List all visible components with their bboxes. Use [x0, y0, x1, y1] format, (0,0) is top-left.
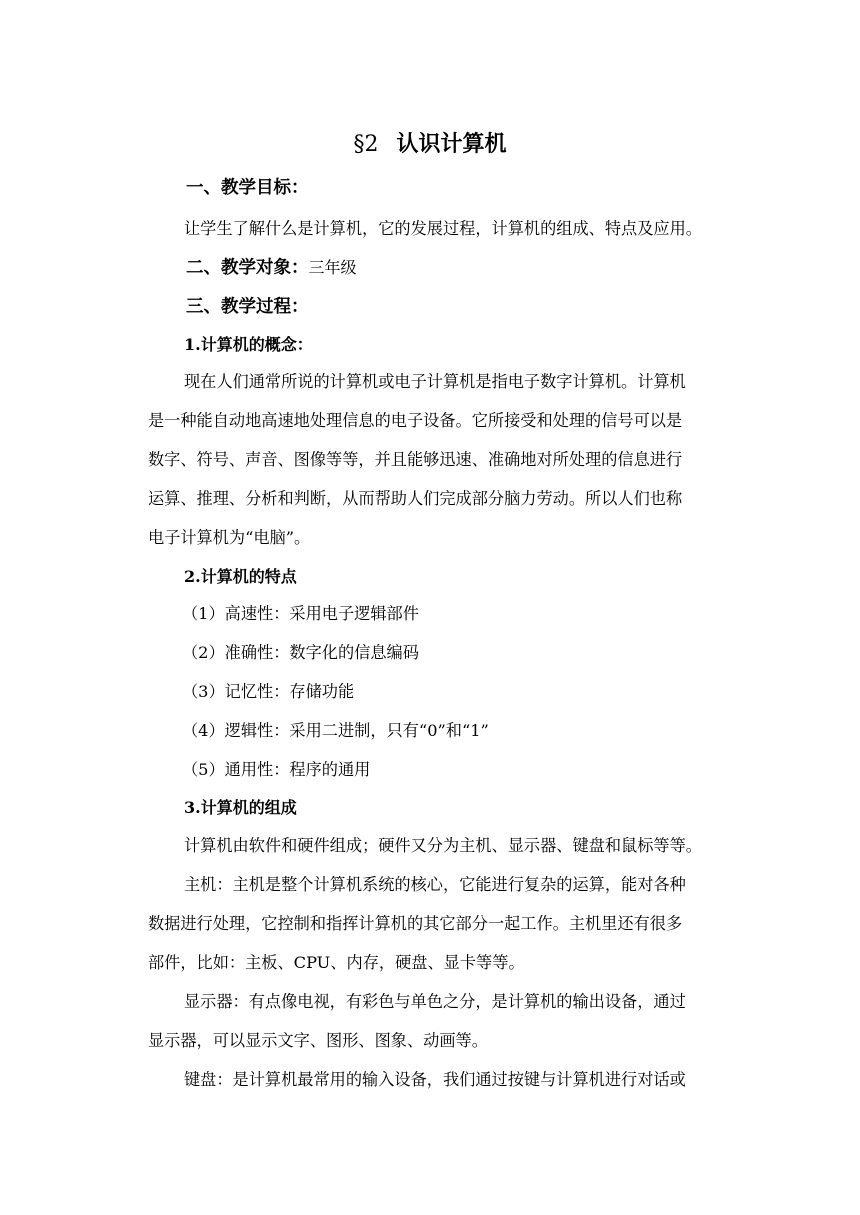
- concept-line: 数字、符号、声音、图像等等，并且能够迅速、准确地对所处理的信息进行: [148, 450, 683, 469]
- features-heading: 2.计算机的特点: [184, 567, 297, 586]
- concept-heading: 1.计算机的概念：: [184, 335, 313, 354]
- concept-line: 是一种能自动地高速地处理信息的电子设备。它所接受和处理的信号可以是: [148, 411, 683, 430]
- audience-value: 三年级: [308, 258, 357, 277]
- concept-line: 电子计算机为“电脑”。: [148, 528, 311, 547]
- page-title: [0, 128, 860, 161]
- monitor-line: 显示器，可以显示文字、图形、图象、动画等。: [148, 1031, 488, 1050]
- goal-heading: 一、教学目标：: [186, 178, 309, 198]
- feature-item: （3）记忆性：存储功能: [182, 682, 355, 701]
- title-text: 认识计算机: [396, 131, 507, 157]
- concept-line: 运算、推理、分析和判断，从而帮助人们完成部分脑力劳动。所以人们也称: [148, 489, 683, 508]
- keyboard-line: 键盘：是计算机最常用的输入设备，我们通过按键与计算机进行对话或: [184, 1070, 686, 1089]
- host-line: 主机：主机是整个计算机系统的核心，它能进行复杂的运算，能对各种: [184, 875, 686, 894]
- feature-item: （1）高速性：采用电子逻辑部件: [182, 604, 419, 623]
- audience-heading: 二、教学对象：: [186, 258, 309, 278]
- audience-line: [186, 256, 357, 280]
- feature-item: （2）准确性：数字化的信息编码: [182, 643, 419, 662]
- section-symbol: §2: [353, 132, 379, 157]
- feature-item: （5）通用性：程序的通用: [182, 760, 371, 779]
- concept-line: 现在人们通常所说的计算机或电子计算机是指电子数字计算机。计算机: [184, 372, 686, 391]
- host-line: 部件，比如：主板、CPU、内存，硬盘、显卡等等。: [148, 953, 525, 972]
- monitor-line: 显示器：有点像电视，有彩色与单色之分，是计算机的输出设备，通过: [184, 992, 686, 1011]
- host-line: 数据进行处理，它控制和指挥计算机的其它部分一起工作。主机里还有很多: [148, 914, 683, 933]
- composition-heading: 3.计算机的组成: [184, 798, 297, 817]
- composition-intro: 计算机由软件和硬件组成；硬件又分为主机、显示器、键盘和鼠标等等。: [184, 836, 702, 855]
- process-heading: 三、教学过程：: [186, 297, 309, 317]
- goal-text: 让学生了解什么是计算机，它的发展过程，计算机的组成、特点及应用。: [184, 219, 702, 238]
- feature-item: （4）逻辑性：采用二进制，只有“0”和“1”: [182, 721, 489, 740]
